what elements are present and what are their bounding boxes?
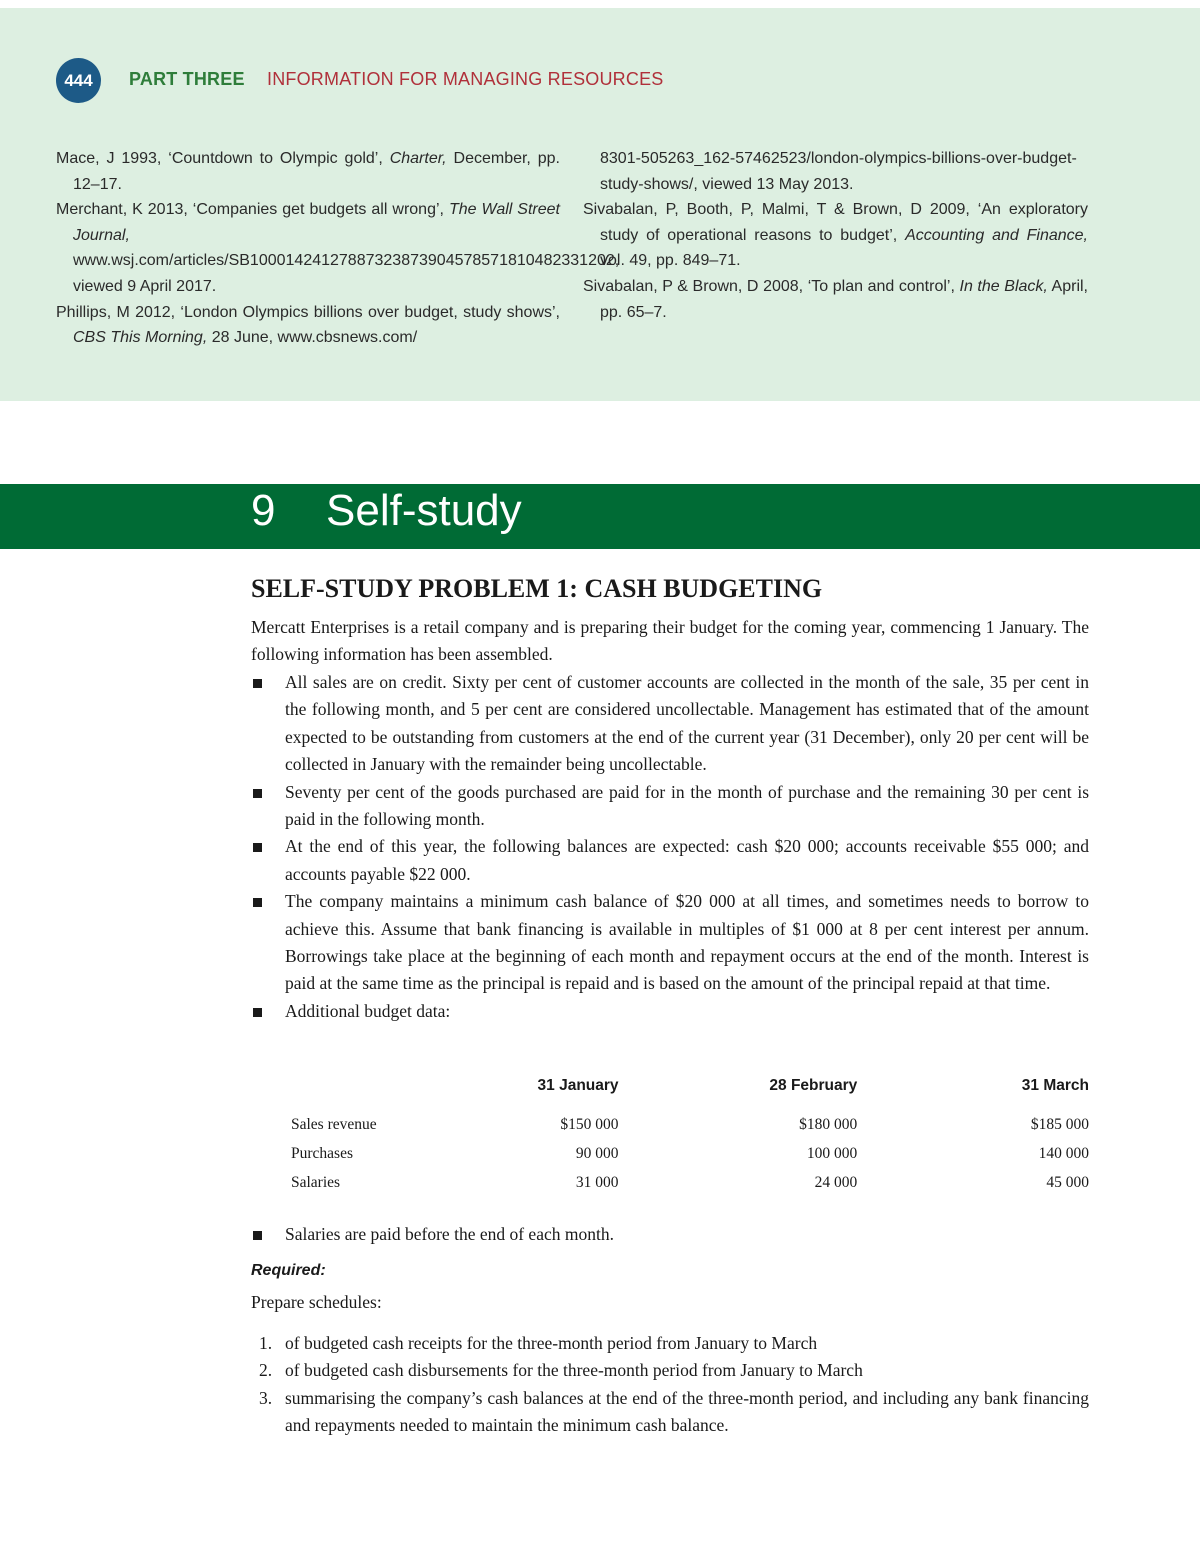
list-item: All sales are on credit. Sixty per cent of customer accounts are collected in the month of the sale, 35 per cent in the following month, and 5 per cent are considered uncollectable. Management has estimated that of the amount expected to be outstanding from customers at the end of the current year (31 December), only 20 per cent will be collected in January with the remainder being uncollectable. bbox=[251, 669, 1089, 779]
step-text: of budgeted cash receipts for the three-month period from January to March bbox=[285, 1333, 818, 1353]
table-cell: 90 000 bbox=[575, 1144, 619, 1162]
column-header bbox=[251, 1076, 406, 1110]
reference-entry: Sivabalan, P, Booth, P, Malmi, T & Brown, D 2009, ‘An exploratory study of operational reasons to budget’, Accounting and Finance, vol. 49, pp. 849–71. bbox=[583, 201, 1088, 270]
list-item: Salaries are paid before the end of each month. bbox=[251, 1221, 1089, 1248]
reference-entry: Merchant, K 2013, ‘Companies get budgets all wrong’, The Wall Street Journal, www.wsj.com/articles/SB10001424127887323873904578571810482331202, viewed 9 April 2017. bbox=[56, 201, 620, 295]
table-cell: $185 000 bbox=[1030, 1115, 1089, 1133]
list-item bbox=[251, 1330, 1089, 1357]
table-cell: 100 000 bbox=[806, 1144, 858, 1162]
table-cell: 45 000 bbox=[1046, 1173, 1089, 1191]
step-number: 1. bbox=[259, 1333, 273, 1353]
list-item: At the end of this year, the following balances are expected: cash $20 000; accounts receivable $55 000; and accounts payable $22 000. bbox=[251, 833, 1089, 888]
reference-entry: Phillips, M 2012, ‘London Olympics billions over budget, study shows’, CBS This Morning, 28 June, www.cbsnews.com/ bbox=[56, 303, 560, 347]
table-row bbox=[251, 1139, 1089, 1168]
problem-intro: Mercatt Enterprises is a retail company and is preparing their budget for the coming year, commencing 1 January. The following information has been assembled. bbox=[251, 617, 1089, 665]
budget-data-table bbox=[251, 1076, 1089, 1197]
section-number: 9 bbox=[251, 486, 276, 535]
reference-continuation: 8301-505263_162-57462523/london-olympics-billions-over-budget-study-shows/, viewed 13 May 2013. bbox=[600, 150, 1077, 193]
column-header-march: 31 March bbox=[1021, 1077, 1089, 1094]
salaries-note-list bbox=[251, 1221, 1089, 1248]
table-header-row bbox=[251, 1076, 1089, 1110]
table-cell: 31 000 bbox=[575, 1173, 619, 1191]
references-right-column bbox=[583, 146, 1088, 325]
required-heading: Required: bbox=[251, 1262, 326, 1279]
section-header-bar bbox=[0, 484, 1200, 549]
section-title: Self-study bbox=[326, 486, 522, 535]
part-label: PART THREE bbox=[129, 69, 245, 89]
problem-title: SELF-STUDY PROBLEM 1: CASH BUDGETING bbox=[251, 574, 823, 603]
references-left-column bbox=[56, 146, 620, 351]
step-text: of budgeted cash disbursements for the three-month period from January to March bbox=[285, 1360, 863, 1381]
table-cell: 24 000 bbox=[814, 1173, 858, 1191]
list-item bbox=[251, 1385, 1089, 1440]
step-number: 2. bbox=[259, 1360, 273, 1381]
table-cell: $180 000 bbox=[799, 1115, 858, 1133]
step-text: summarising the company’s cash balances at the end of the three-month period, and including any bank financing and repayments needed to maintain the minimum cash balance. bbox=[285, 1387, 1089, 1436]
list-item: Additional budget data: bbox=[251, 998, 1089, 1025]
list-item: Seventy per cent of the goods purchased are paid for in the month of purchase and the remaining 30 per cent is paid in the following month. bbox=[251, 779, 1089, 834]
problem-bullet-list bbox=[251, 669, 1089, 1025]
reference-entry: Sivabalan, P & Brown, D 2008, ‘To plan and control’, In the Black, April, pp. 65–7. bbox=[583, 277, 1089, 321]
step-number: 3. bbox=[259, 1387, 273, 1408]
list-item bbox=[251, 1357, 1089, 1384]
column-header-january: 31 January bbox=[537, 1077, 619, 1094]
part-title: INFORMATION FOR MANAGING RESOURCES bbox=[267, 69, 664, 89]
row-label: Purchases bbox=[291, 1144, 353, 1162]
table-cell: 140 000 bbox=[1038, 1144, 1089, 1162]
row-label: Salaries bbox=[291, 1173, 341, 1191]
required-steps-list bbox=[251, 1330, 1089, 1440]
table-cell: $150 000 bbox=[560, 1115, 619, 1133]
row-label: Sales revenue bbox=[291, 1115, 377, 1133]
column-header-february: 28 February bbox=[769, 1077, 858, 1094]
list-item: The company maintains a minimum cash balance of $20 000 at all times, and sometimes needs to borrow to achieve this. Assume that bank financing is available in multiples of $1 000 at 8 per cent interest per annum. Borrowings take place at the beginning of each month and repayment occurs at the end of the month. Interest is paid at the same time as the principal is repaid and is based on the amount of the principal repaid at that time. bbox=[251, 888, 1089, 998]
page-number-badge: 444 bbox=[56, 58, 101, 103]
reference-entry: Mace, J 1993, ‘Countdown to Olympic gold’, Charter, December, pp. 12–17. bbox=[56, 150, 561, 193]
prepare-label: Prepare schedules: bbox=[251, 1292, 382, 1312]
table-row bbox=[251, 1110, 1089, 1139]
table-row bbox=[251, 1168, 1089, 1197]
